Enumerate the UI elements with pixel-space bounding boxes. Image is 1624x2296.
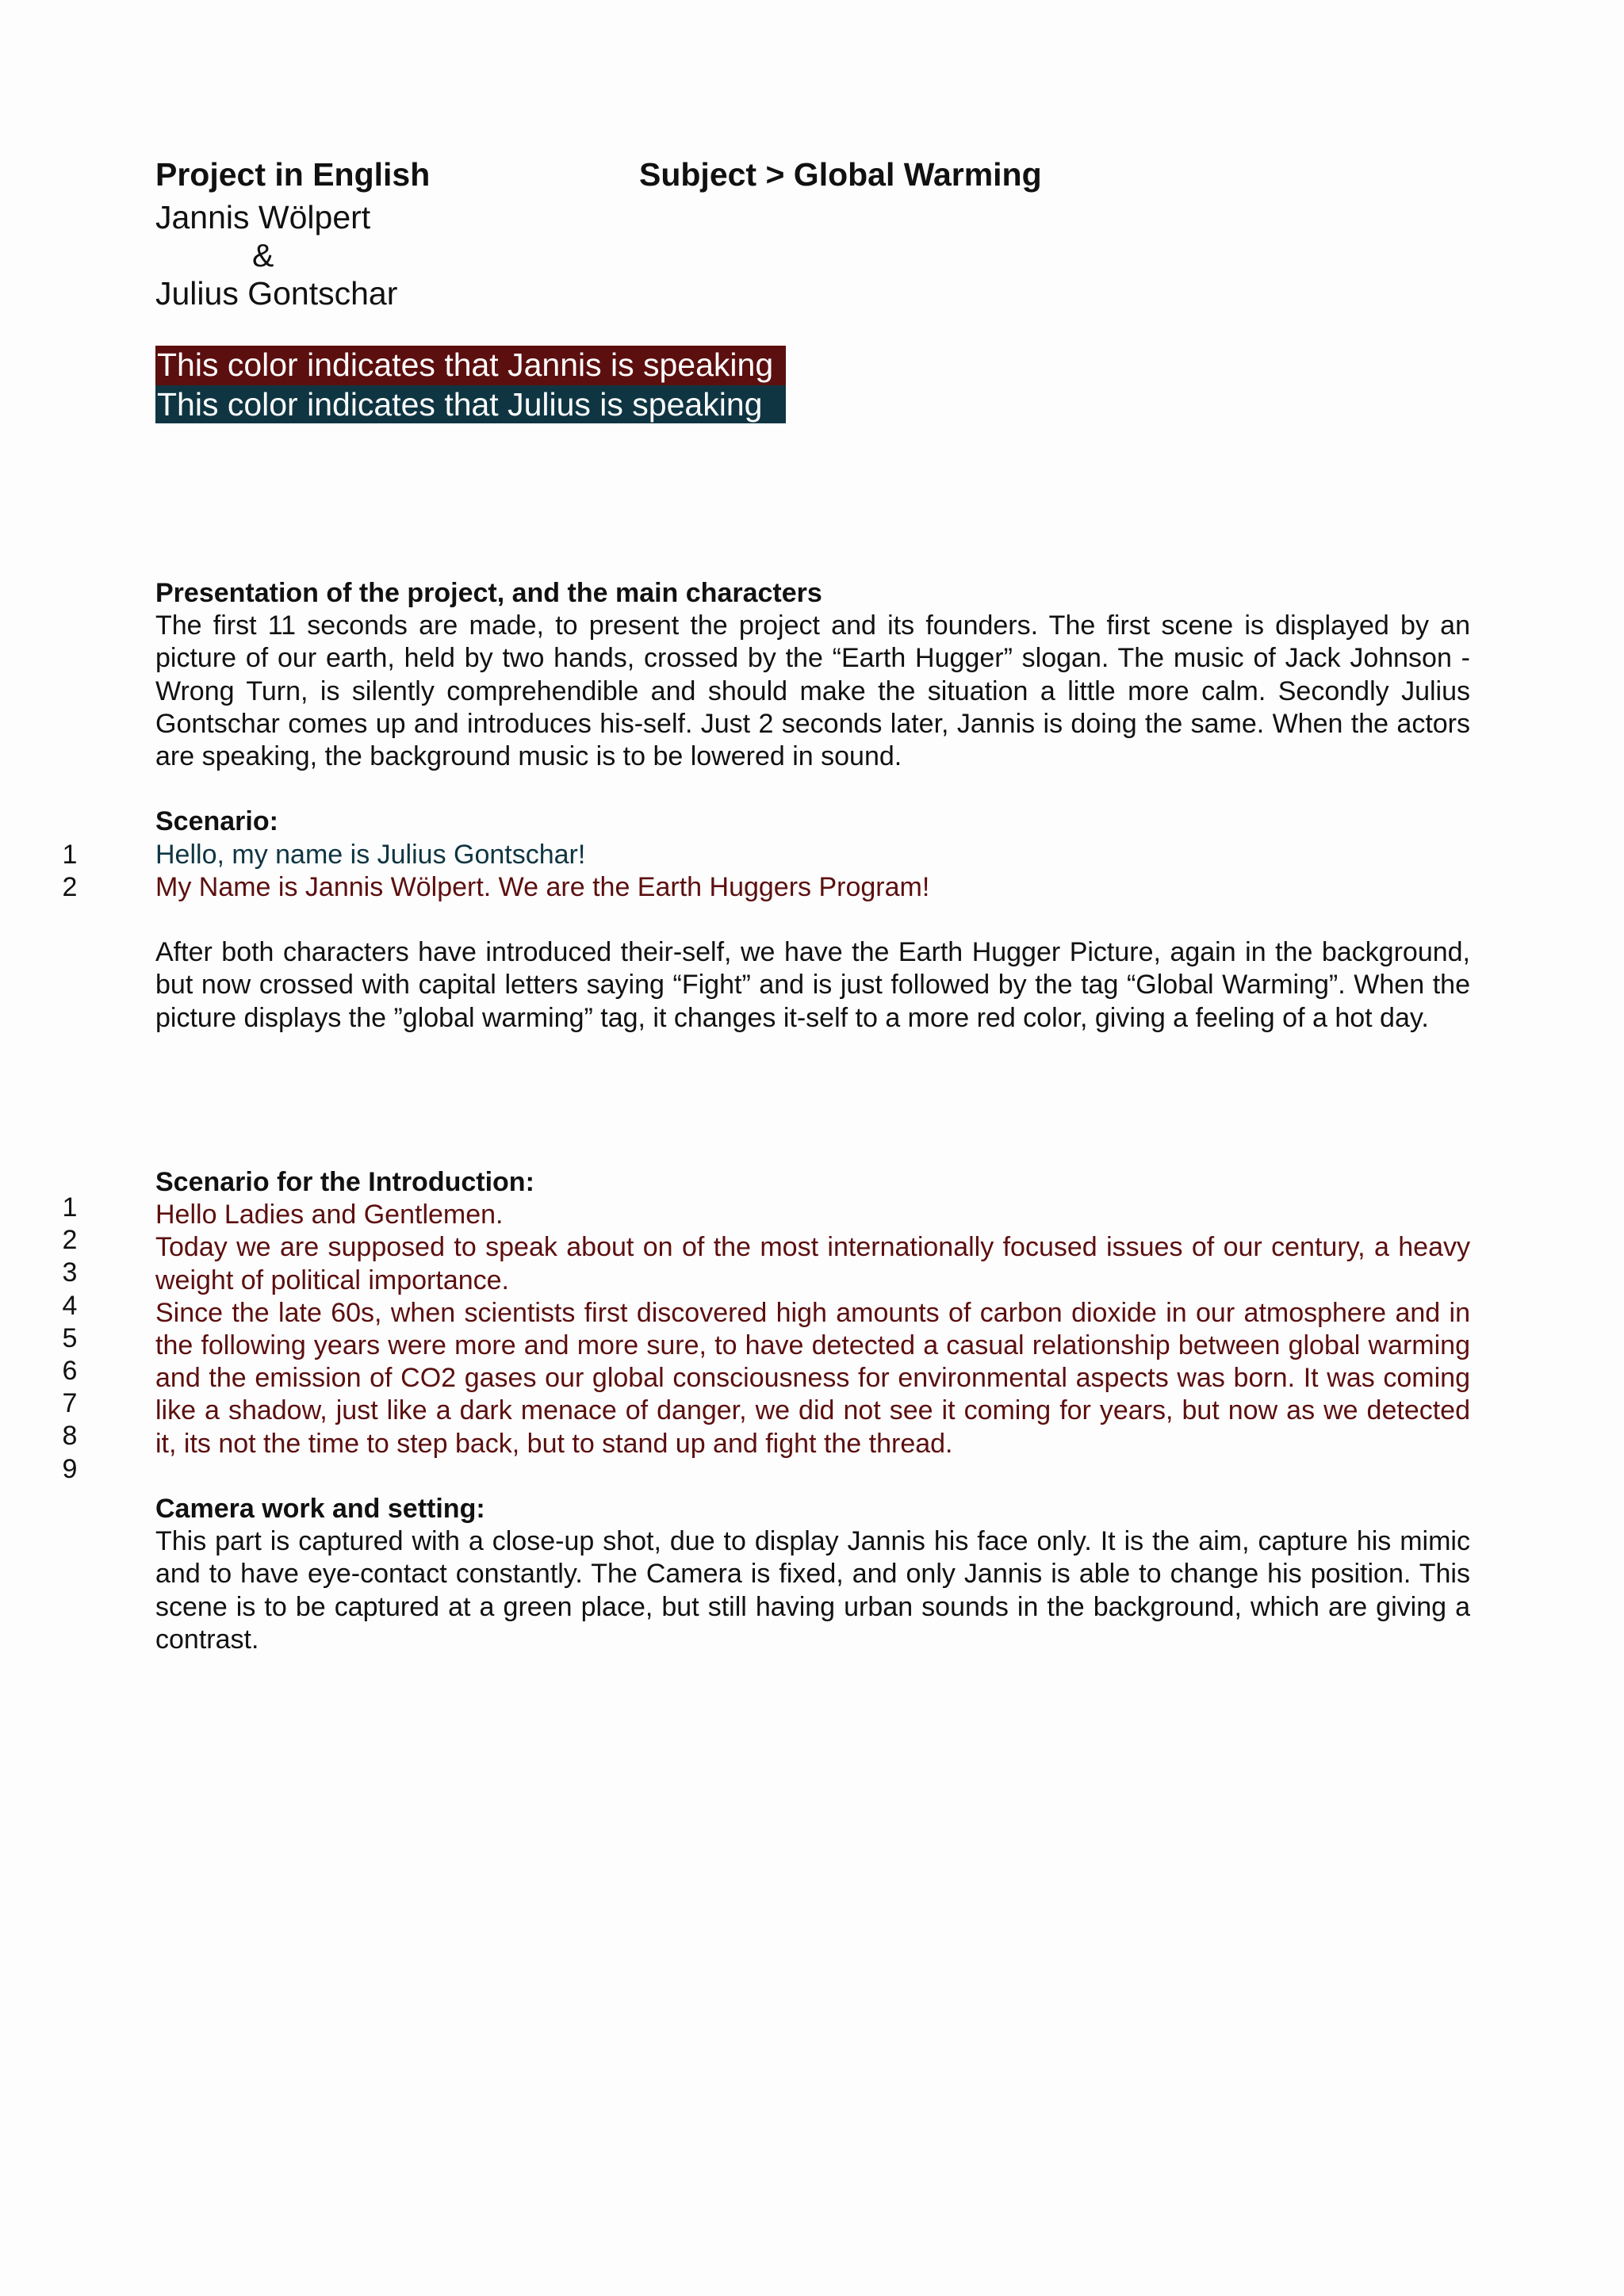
camera-body: This part is captured with a close-up shot, due to display Jannis his face only. It is the aim, capture his mimic and to have eye-contact constantly. The Camera is fixed, and only Jannis is able to change his position. This scene is to be captured at a green place, but still having urban sounds in the background, which are giving a contrast. [155, 1526, 1470, 1655]
author-jannis: Jannis Wölpert [155, 199, 371, 235]
line-numbers [54, 1192, 86, 1486]
legend-julius: This color indicates that Julius is speaking [155, 385, 786, 423]
section-heading: Scenario for the Introduction: [155, 1167, 534, 1197]
section-body: The first 11 seconds are made, to present the project and its founders. The first scene is displayed by an picture of our earth, held by two hands, crossed by the “Earth Hugger” slogan. The music of Jack Johnson - Wrong Turn, is silently comprehendible and should make the situation a little more calm. Secondly Julius Gontschar comes up and introduces his-self. Just 2 seconds later, Jannis is doing the same. When the actors are speaking, the background music is to be lowered in sound. [155, 610, 1470, 772]
section-body: After both characters have introduced their-self, we have the Earth Hugger Picture, again in the background, but now crossed with capital letters saying “Fight” and is just followed by the tag “Global Warming”. When the picture displays the ”global warming” tag, it changes it-self to a more red color, giving a feeling of a hot day. [155, 937, 1470, 1033]
scenario-line-jannis: My Name is Jannis Wölpert. We are the Earth Huggers Program! [155, 871, 930, 902]
line-number: 8 [62, 1421, 78, 1452]
intro-line-1: Hello Ladies and Gentlemen. [155, 1200, 504, 1230]
line-number: 1 [62, 839, 78, 870]
line-number: 1 [62, 1192, 78, 1223]
camera-heading: Camera work and setting: [155, 1494, 485, 1525]
section-heading: Presentation of the project, and the main characters [155, 578, 822, 608]
ampersand: & [252, 237, 274, 274]
scenario-heading: Scenario: [155, 806, 278, 837]
line-number: 7 [62, 1388, 78, 1419]
author-julius: Julius Gontschar [155, 275, 398, 312]
scenario-line-julius: Hello, my name is Julius Gontschar! [155, 839, 586, 870]
line-number: 5 [62, 1322, 78, 1353]
line-number: 9 [62, 1453, 78, 1484]
section-presentation [155, 577, 1470, 1035]
project-title: Project in English [155, 156, 431, 193]
subject-title: Subject > Global Warming [639, 156, 1042, 193]
intro-line-2: Today we are supposed to speak about on of the most internationally focused issues of our century, a heavy weight of political importance. [155, 1232, 1470, 1295]
intro-line-3: Since the late 60s, when scientists first discovered high amounts of carbon dioxide in our atmosphere and in the following years were more and more sure, to have detected a casual relationship between global warming and the emission of CO2 gases our global consciousness for environmental aspects was born. It was coming like a shadow, just like a dark menace of danger, we did not see it coming for years, but now as we detected it, its not the time to step back, but to stand up and fight the thread. [155, 1297, 1470, 1459]
section-introduction [155, 1166, 1470, 1656]
line-number: 6 [62, 1355, 78, 1386]
line-number: 2 [62, 871, 78, 902]
line-number: 3 [62, 1257, 78, 1288]
line-number: 2 [62, 1225, 78, 1256]
legend-jannis: This color indicates that Jannis is speaking [155, 346, 786, 385]
line-number: 4 [62, 1290, 78, 1321]
line-numbers [54, 839, 86, 904]
